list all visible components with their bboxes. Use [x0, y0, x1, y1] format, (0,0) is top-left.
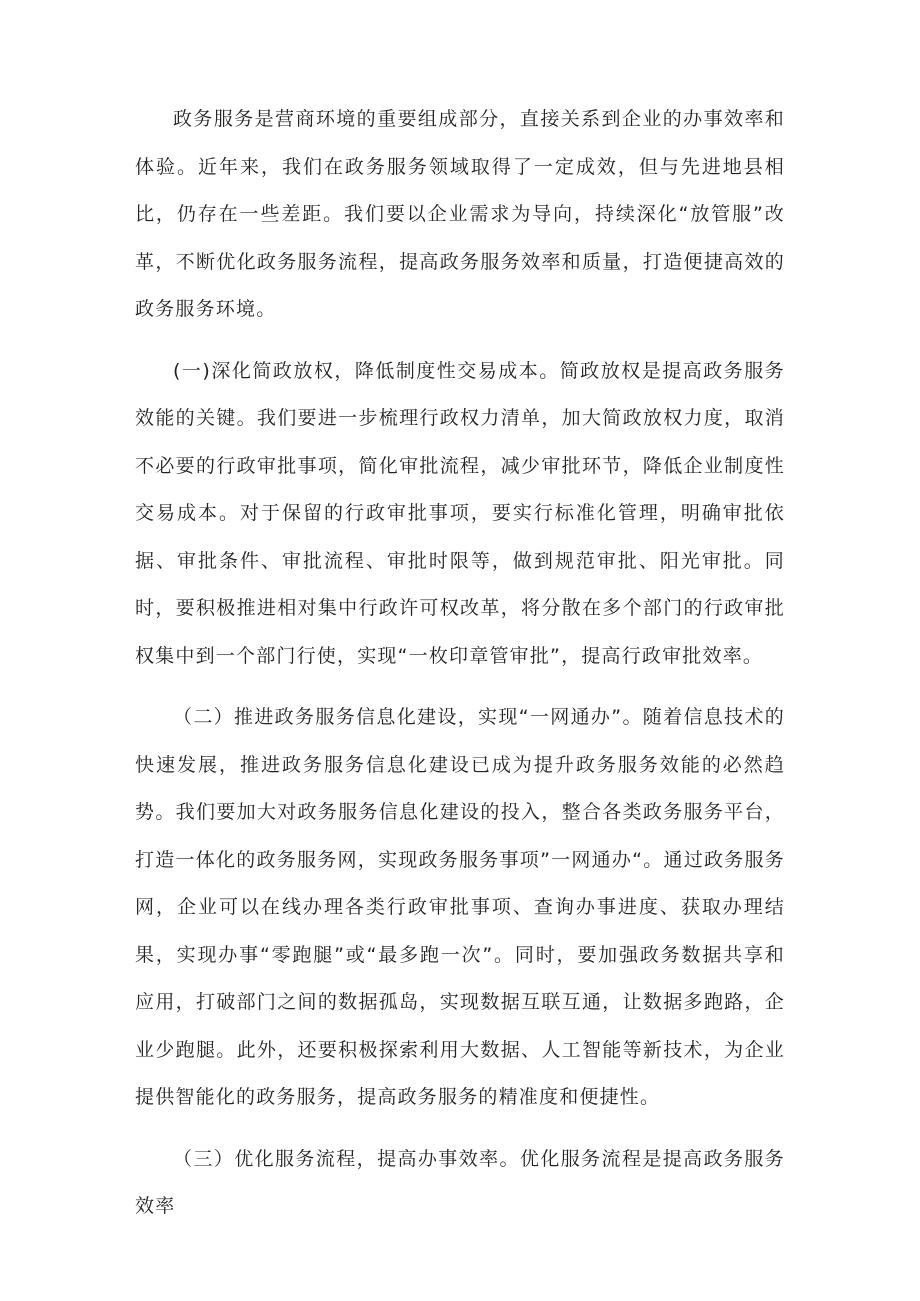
section-2-paragraph: （二）推进政务服务信息化建设，实现“一网通办”。随着信息技术的快速发展，推进政务服务信息化建设已成为提升政务服务效能的必然趋势。我们要加大对政务服务信息化建设的投入，整合各类政务服务平台，打造一体化的政务服务网，实现政务服务事项”一网通办“。通过政务服务网，企业可以在线办理各类行政审批事项、查询办事进度、获取办理结果，实现办事“零跑腿”或“最多跑一次”。同时，要加强政务数据共享和应用，打破部门之间的数据孤岛，实现数据互联互通，让数据多跑路，企业少跑腿。此外，还要积极探索利用大数据、人工智能等新技术，为企业提供智能化的政务服务，提高政务服务的精准度和便捷性。: [135, 706, 785, 1108]
document-page: [135, 96, 785, 1231]
section-1-paragraph: (一)深化简政放权，降低制度性交易成本。简政放权是提高政务服务效能的关键。我们要进一步梳理行政权力清单，加大简政放权力度，取消不必要的行政审批事项，简化审批流程，减少审批环节，降低企业制度性交易成本。对于保留的行政审批事项，要实行标准化管理，明确审批依据、审批条件、审批流程、审批时限等，做到规范审批、阳光审批。同时，要积极推进相对集中行政许可权改革，将分散在多个部门的行政审批权集中到一个部门行使，实现“一枚印章管审批”，提高行政审批效率。: [135, 359, 785, 667]
intro-paragraph: 政务服务是营商环境的重要组成部分，直接关系到企业的办事效率和体验。近年来，我们在政务服务领域取得了一定成效，但与先进地县相比，仍存在一些差距。我们要以企业需求为导向，持续深化“放管服”改革，不断优化政务服务流程，提高政务服务效率和质量，打造便捷高效的政务服务环境。: [135, 108, 785, 320]
section-3-paragraph: （三）优化服务流程，提高办事效率。优化服务流程是提高政务服务效率: [135, 1147, 785, 1217]
